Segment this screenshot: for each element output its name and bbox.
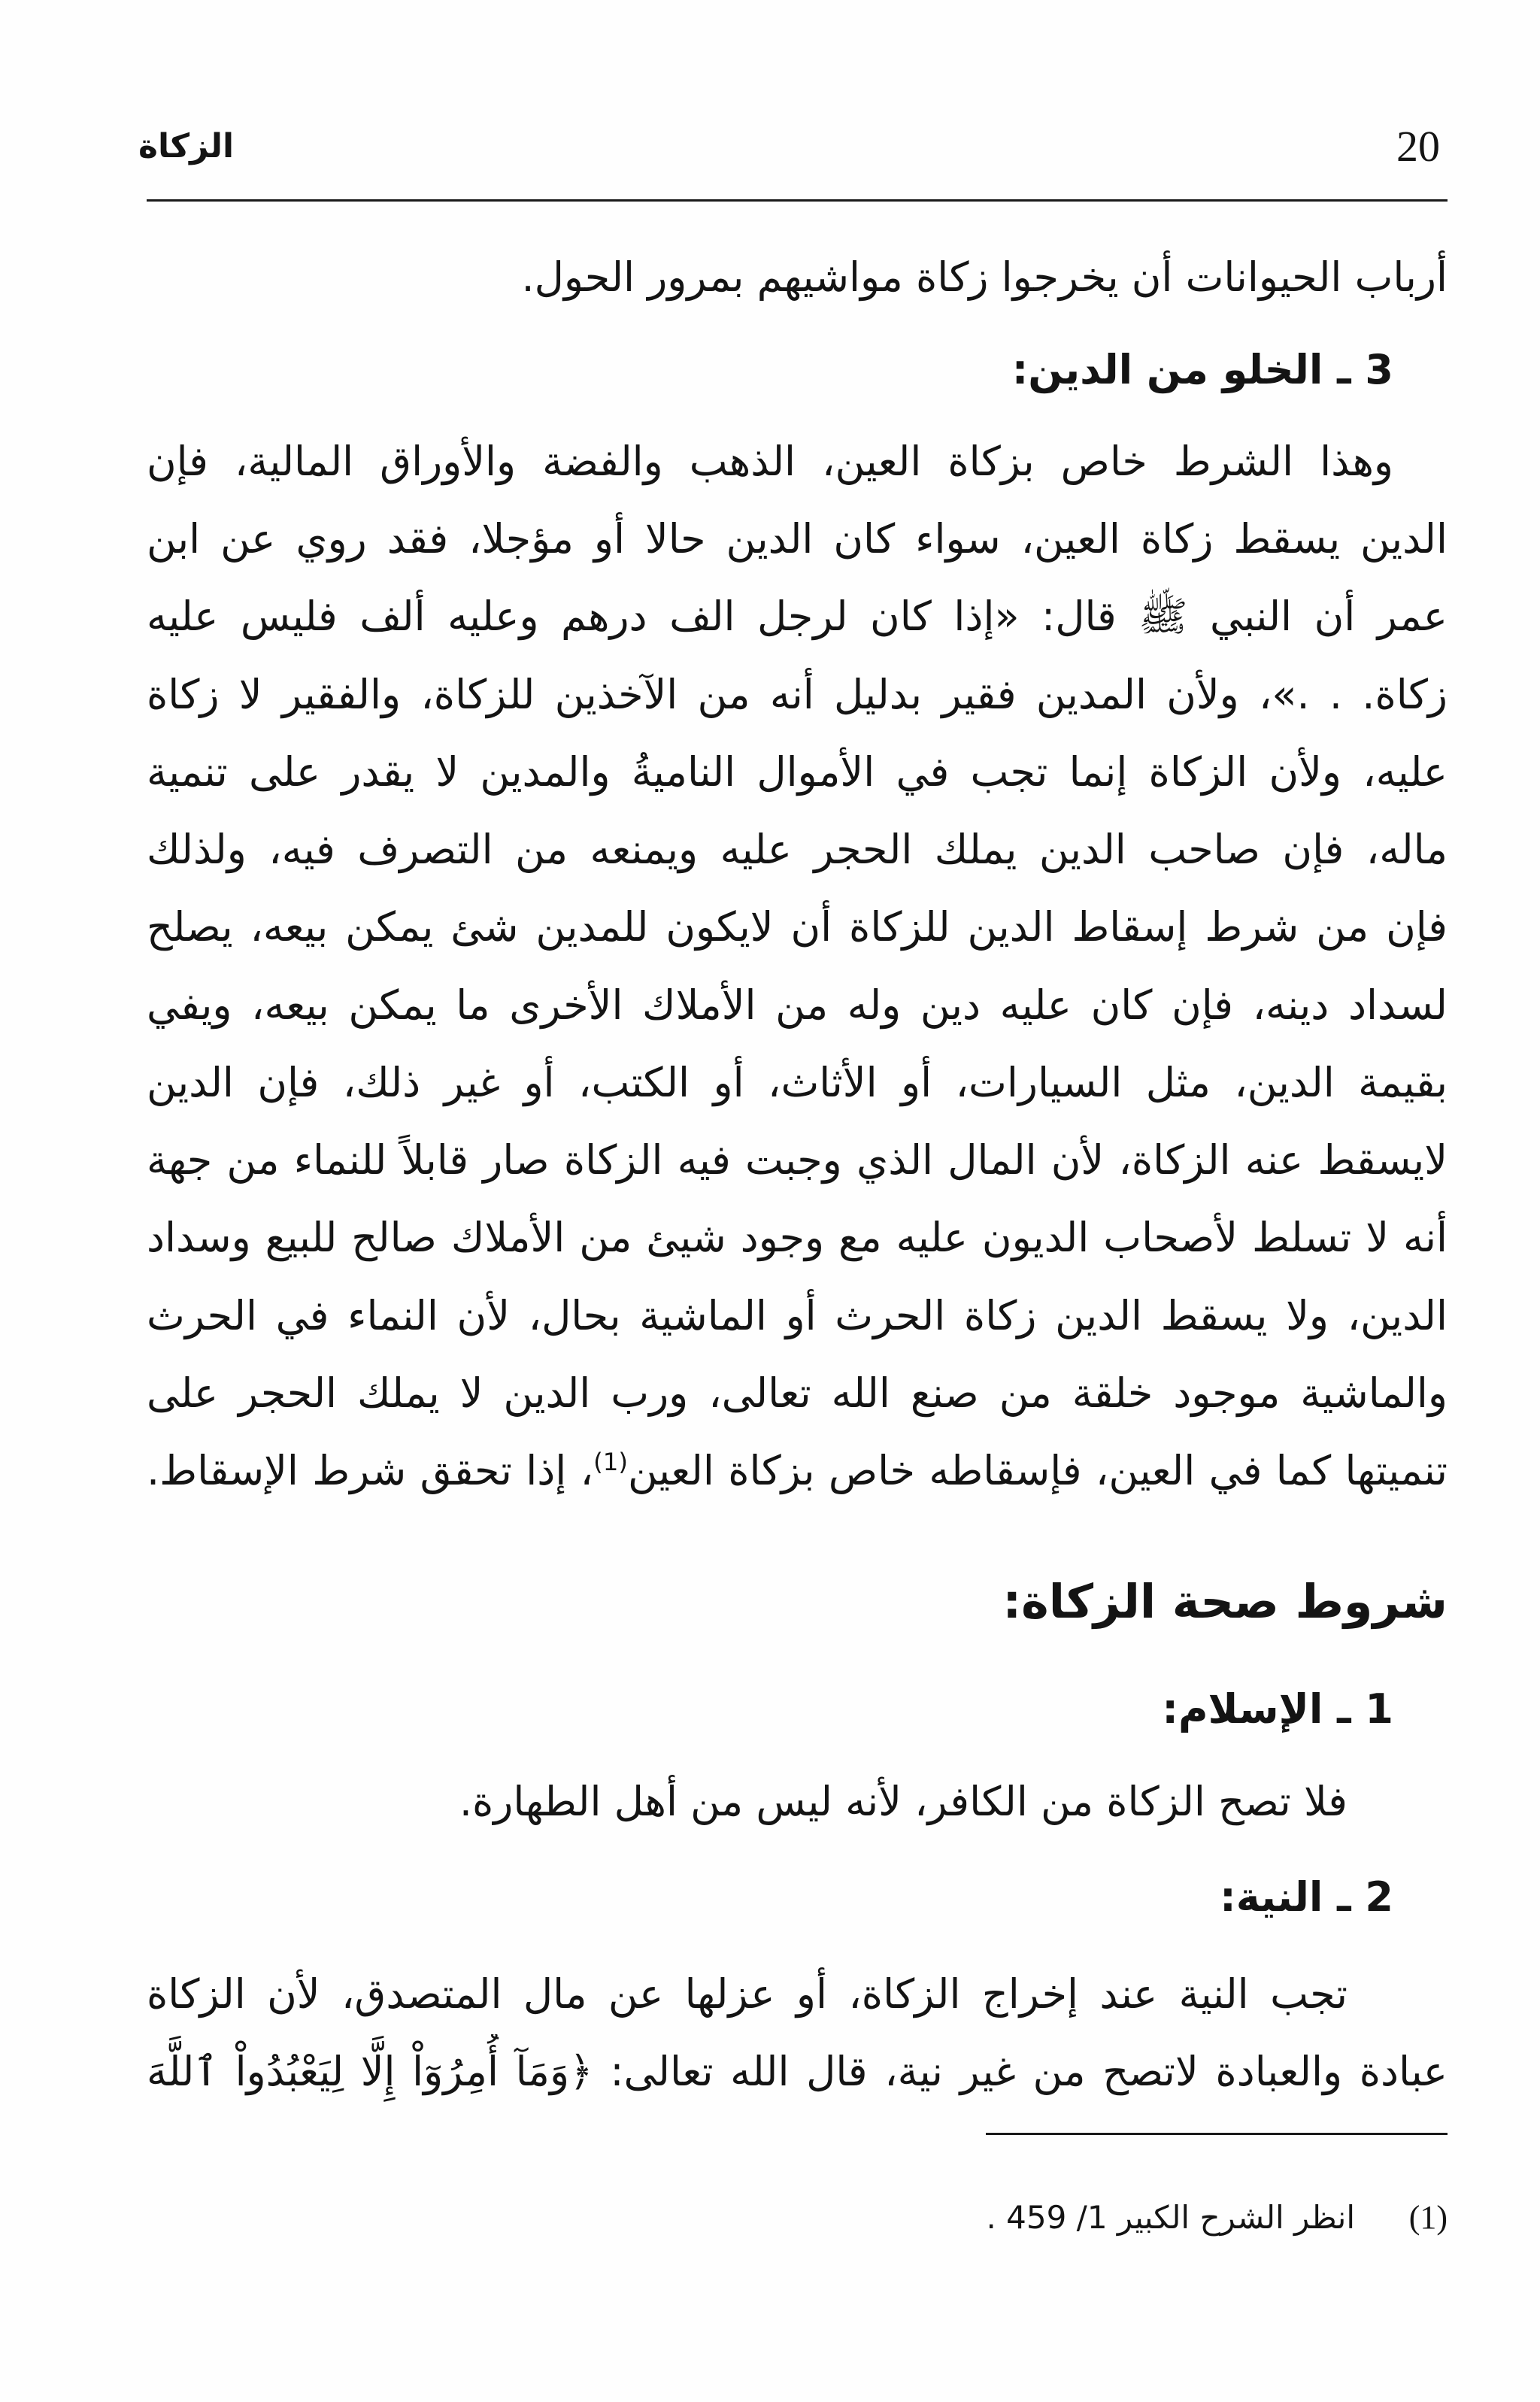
- text-line: فإن من شرط إسقاط الدين للزكاة أن لايكون للمدين شئ يمكن بيعه، يصلح: [147, 903, 1448, 951]
- text-line: عبادة والعبادة لاتصح من غير نية، قال الله تعالى: ﴿وَمَآ أُمِرُوٓاْ إِلَّا لِيَعْبُدُواْ ٱللَّهَ: [147, 2048, 1448, 2095]
- text-line: لسداد دينه، فإن كان عليه دين وله من الأملاك الأخرى ما يمكن بيعه، ويفي: [147, 981, 1448, 1029]
- text-line: بقيمة الدين، مثل السيارات، أو الأثاث، أو الكتب، أو غير ذلك، فإن الدين: [147, 1059, 1448, 1106]
- text-line: أرباب الحيوانات أن يخرجوا زكاة مواشيهم بمرور الحول.: [521, 253, 1448, 301]
- text-line: أنه لا تسلط لأصحاب الديون عليه مع وجود شيئ من الأملاك صالح للبيع وسداد: [147, 1214, 1448, 1261]
- page-number: 20: [1396, 122, 1440, 171]
- text-line: عمر أن النبي ﷺ قال: «إذا كان لرجل الف درهم وعليه ألف فليس عليه: [147, 593, 1448, 640]
- text-line: وهذا الشرط خاص بزكاة العين، الذهب والفضة والأوراق المالية، فإن: [147, 438, 1393, 485]
- footnote-marker: (1): [1408, 2199, 1448, 2236]
- text-line: الدين يسقط زكاة العين، سواء كان الدين حالا أو مؤجلا، فقد روي عن ابن: [147, 515, 1448, 563]
- text-line: عليه، ولأن الزكاة إنما تجب في الأموال الناميةُ والمدين لا يقدر على تنمية: [147, 748, 1448, 796]
- text-fragment: تنميتها كما في العين، فإسقاطه خاص بزكاة العين: [627, 1447, 1448, 1494]
- section-heading: 1 ـ الإسلام:: [1162, 1685, 1393, 1733]
- footnote-rule: [986, 2133, 1448, 2135]
- text-line: [147, 1433, 1448, 1509]
- text-line: لايسقط عنه الزكاة، لأن المال الذي وجبت فيه الزكاة صار قابلاً للنماء من جهة: [147, 1136, 1448, 1184]
- text-line: فلا تصح الزكاة من الكافر، لأنه ليس من أهل الطهارة.: [459, 1778, 1348, 1825]
- footnote-text: انظر الشرح الكبير 1/ 459 .: [986, 2199, 1355, 2236]
- footnote-reference: (1): [593, 1448, 628, 1476]
- section-title: شروط صحة الزكاة:: [1002, 1574, 1448, 1629]
- text-line: ماله، فإن صاحب الدين يملك الحجر عليه ويمنعه من التصرف فيه، ولذلك: [147, 826, 1448, 873]
- running-title: الزكاة: [138, 127, 235, 165]
- text-fragment: ، إذا تحقق شرط الإسقاط.: [147, 1447, 594, 1494]
- text-line: تجب النية عند إخراج الزكاة، أو عزلها عن مال المتصدق، لأن الزكاة: [147, 1970, 1348, 2018]
- text-line: الدين، ولا يسقط الدين زكاة الحرث أو الماشية بحال، لأن النماء في الحرث: [147, 1292, 1448, 1339]
- text-line: زكاة. . .»، ولأن المدين فقير بدليل أنه من الآخذين للزكاة، والفقير لا زكاة: [147, 671, 1448, 718]
- header-rule: [147, 199, 1448, 202]
- section-heading: 3 ـ الخلو من الدين:: [1011, 346, 1393, 393]
- section-heading: 2 ـ النية:: [1220, 1873, 1393, 1921]
- text-line: والماشية موجود خلقة من صنع الله تعالى، ورب الدين لا يملك الحجر على: [147, 1369, 1448, 1417]
